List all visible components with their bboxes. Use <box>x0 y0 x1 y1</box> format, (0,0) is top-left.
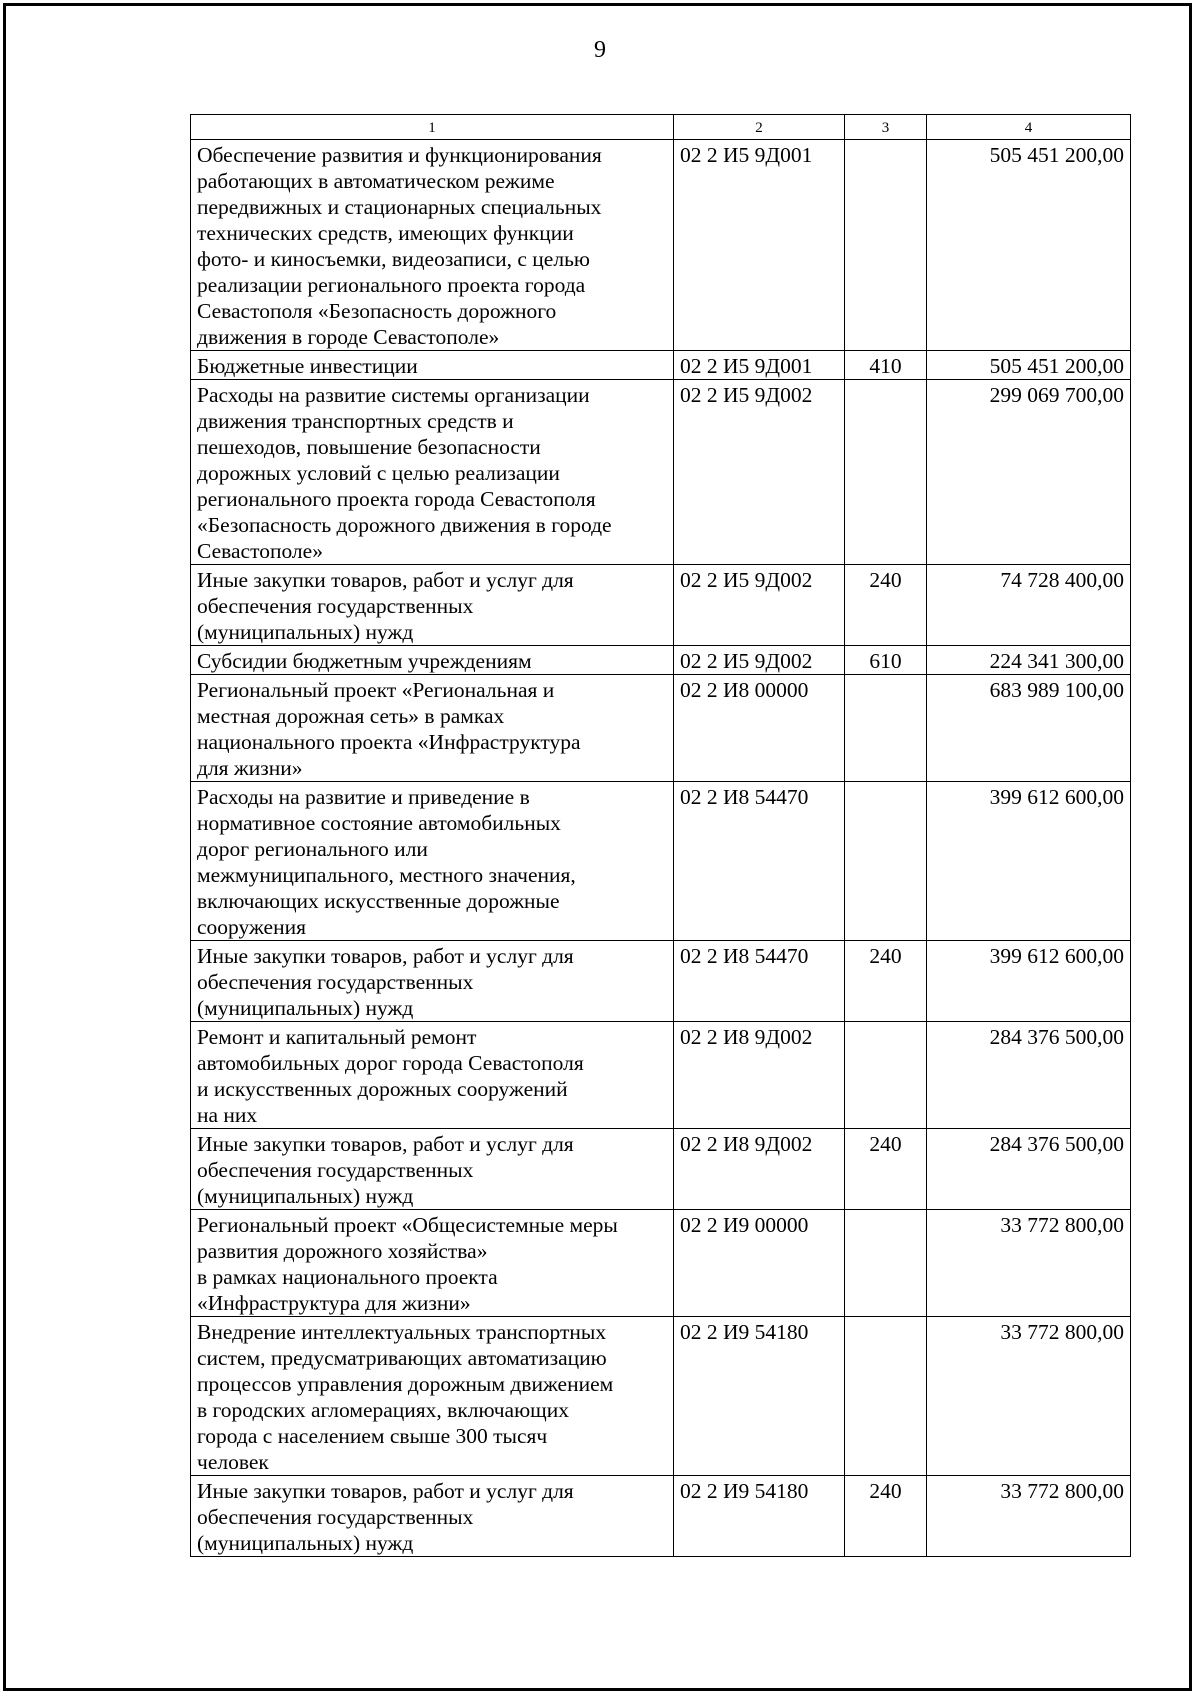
row-code-cell: 02 2 И8 54470 <box>674 941 845 1022</box>
table-row <box>191 565 1131 646</box>
row-code-cell: 02 2 И8 00000 <box>674 675 845 782</box>
row-type-cell: 240 <box>845 941 927 1022</box>
column-header-4: 4 <box>927 115 1131 140</box>
row-sum-cell: 284 376 500,00 <box>927 1022 1131 1129</box>
row-type-cell <box>845 1022 927 1129</box>
row-name-line: движения в городе Севастополе» <box>197 325 500 349</box>
row-name-cell <box>191 646 674 675</box>
row-name-cell <box>191 675 674 782</box>
row-name-line: Региональный проект «Общесистемные меры <box>197 1213 618 1237</box>
page-number: 9 <box>594 37 606 63</box>
table-row <box>191 380 1131 565</box>
row-name-line: Внедрение интеллектуальных транспортных <box>197 1320 607 1344</box>
row-name-cell <box>191 1022 674 1129</box>
table-row <box>191 941 1131 1022</box>
row-sum-cell: 505 451 200,00 <box>927 140 1131 351</box>
row-name-line: дорожных условий с целью реализации <box>197 461 560 485</box>
row-name-line: нормативное состояние автомобильных <box>197 811 561 835</box>
row-name-line: в городских агломерациях, включающих <box>197 1398 569 1422</box>
row-type-cell <box>845 380 927 565</box>
row-type-cell <box>845 1317 927 1476</box>
row-name-line: передвижных и стационарных специальных <box>197 195 602 219</box>
row-name-line: Севастополя «Безопасность дорожного <box>197 299 557 323</box>
row-code-cell: 02 2 И5 9Д001 <box>674 351 845 380</box>
row-sum-cell: 299 069 700,00 <box>927 380 1131 565</box>
row-name-line: развития дорожного хозяйства» <box>197 1239 488 1263</box>
row-name-line: регионального проекта города Севастополя <box>197 487 596 511</box>
table-row <box>191 782 1131 941</box>
table-row <box>191 1210 1131 1317</box>
table-row <box>191 675 1131 782</box>
row-code-cell: 02 2 И8 54470 <box>674 782 845 941</box>
row-code-cell: 02 2 И5 9Д002 <box>674 380 845 565</box>
row-name-cell <box>191 380 674 565</box>
row-name-line: фото- и киносъемки, видеозаписи, с целью <box>197 247 590 271</box>
row-name-line: межмуниципального, местного значения, <box>197 863 576 887</box>
row-name-line: Субсидии бюджетным учреждениям <box>197 649 532 673</box>
row-name-line: «Безопасность дорожного движения в городе <box>197 513 612 537</box>
row-code-cell: 02 2 И5 9Д001 <box>674 140 845 351</box>
row-name-line: в рамках национального проекта <box>197 1265 498 1289</box>
row-type-cell <box>845 1210 927 1317</box>
row-name-line: Иные закупки товаров, работ и услуг для <box>197 568 574 592</box>
row-name-line: и искусственных дорожных сооружений <box>197 1077 568 1101</box>
table-row <box>191 1022 1131 1129</box>
table-row <box>191 140 1131 351</box>
row-name-line: города с населением свыше 300 тысяч <box>197 1424 548 1448</box>
row-name-line: «Инфраструктура для жизни» <box>197 1291 471 1315</box>
row-name-cell <box>191 1476 674 1557</box>
row-code-cell: 02 2 И8 9Д002 <box>674 1022 845 1129</box>
row-name-line: (муниципальных) нужд <box>197 1531 414 1555</box>
row-type-cell <box>845 675 927 782</box>
row-name-line: для жизни» <box>197 756 303 780</box>
row-sum-cell: 399 612 600,00 <box>927 941 1131 1022</box>
row-name-line: движения транспортных средств и <box>197 409 514 433</box>
row-name-line: обеспечения государственных <box>197 970 474 994</box>
row-type-cell <box>845 140 927 351</box>
row-name-line: обеспечения государственных <box>197 594 474 618</box>
row-name-line: автомобильных дорог города Севастополя <box>197 1051 584 1075</box>
row-code-cell: 02 2 И5 9Д002 <box>674 565 845 646</box>
row-sum-cell: 683 989 100,00 <box>927 675 1131 782</box>
row-name-line: местная дорожная сеть» в рамках <box>197 704 505 728</box>
row-type-cell <box>845 782 927 941</box>
row-code-cell: 02 2 И9 54180 <box>674 1476 845 1557</box>
row-name-line: Региональный проект «Региональная и <box>197 678 555 702</box>
column-header-1: 1 <box>191 115 674 140</box>
row-type-cell: 240 <box>845 565 927 646</box>
table-row <box>191 1476 1131 1557</box>
row-name-line: Бюджетные инвестиции <box>197 354 418 378</box>
row-name-line: обеспечения государственных <box>197 1158 474 1182</box>
table-row <box>191 646 1131 675</box>
row-sum-cell: 505 451 200,00 <box>927 351 1131 380</box>
table-header-row <box>191 115 1131 140</box>
budget-table-body <box>191 115 1131 1557</box>
row-name-cell <box>191 351 674 380</box>
row-sum-cell: 284 376 500,00 <box>927 1129 1131 1210</box>
row-name-cell <box>191 1317 674 1476</box>
row-name-line: сооружения <box>197 915 306 939</box>
row-name-line: систем, предусматривающих автоматизацию <box>197 1346 607 1370</box>
row-name-line: включающих искусственные дорожные <box>197 889 560 913</box>
row-name-line: дорог регионального или <box>197 837 428 861</box>
row-sum-cell: 224 341 300,00 <box>927 646 1131 675</box>
row-sum-cell: 74 728 400,00 <box>927 565 1131 646</box>
row-name-line: Ремонт и капитальный ремонт <box>197 1025 477 1049</box>
row-name-cell <box>191 140 674 351</box>
row-name-cell <box>191 565 674 646</box>
row-name-line: (муниципальных) нужд <box>197 996 414 1020</box>
row-name-line: Расходы на развитие системы организации <box>197 383 590 407</box>
row-name-line: (муниципальных) нужд <box>197 1184 414 1208</box>
row-name-line: Расходы на развитие и приведение в <box>197 785 530 809</box>
row-name-line: национального проекта «Инфраструктура <box>197 730 581 754</box>
row-name-line: на них <box>197 1103 258 1127</box>
row-name-line: реализации регионального проекта города <box>197 273 586 297</box>
row-type-cell: 610 <box>845 646 927 675</box>
row-name-cell <box>191 1210 674 1317</box>
row-name-line: человек <box>197 1450 269 1474</box>
row-name-cell <box>191 941 674 1022</box>
row-name-line: процессов управления дорожным движением <box>197 1372 614 1396</box>
column-header-2: 2 <box>674 115 845 140</box>
row-sum-cell: 33 772 800,00 <box>927 1476 1131 1557</box>
row-code-cell: 02 2 И5 9Д002 <box>674 646 845 675</box>
row-name-line: пешеходов, повышение безопасности <box>197 435 541 459</box>
column-header-3: 3 <box>845 115 927 140</box>
row-name-cell <box>191 1129 674 1210</box>
row-name-line: Иные закупки товаров, работ и услуг для <box>197 1479 574 1503</box>
row-sum-cell: 33 772 800,00 <box>927 1210 1131 1317</box>
row-type-cell: 410 <box>845 351 927 380</box>
row-name-line: технических средств, имеющих функции <box>197 221 574 245</box>
row-name-line: Обеспечение развития и функционирования <box>197 143 602 167</box>
row-name-line: Иные закупки товаров, работ и услуг для <box>197 944 574 968</box>
table-row <box>191 351 1131 380</box>
row-sum-cell: 399 612 600,00 <box>927 782 1131 941</box>
row-name-line: Иные закупки товаров, работ и услуг для <box>197 1132 574 1156</box>
row-code-cell: 02 2 И9 00000 <box>674 1210 845 1317</box>
row-code-cell: 02 2 И8 9Д002 <box>674 1129 845 1210</box>
row-name-cell <box>191 782 674 941</box>
row-type-cell: 240 <box>845 1129 927 1210</box>
row-name-line: Севастополе» <box>197 539 323 563</box>
row-name-line: (муниципальных) нужд <box>197 620 414 644</box>
row-type-cell: 240 <box>845 1476 927 1557</box>
row-code-cell: 02 2 И9 54180 <box>674 1317 845 1476</box>
row-name-line: обеспечения государственных <box>197 1505 474 1529</box>
row-sum-cell: 33 772 800,00 <box>927 1317 1131 1476</box>
table-row <box>191 1129 1131 1210</box>
row-name-line: работающих в автоматическом режиме <box>197 169 555 193</box>
table-row <box>191 1317 1131 1476</box>
budget-table <box>190 114 1131 1557</box>
